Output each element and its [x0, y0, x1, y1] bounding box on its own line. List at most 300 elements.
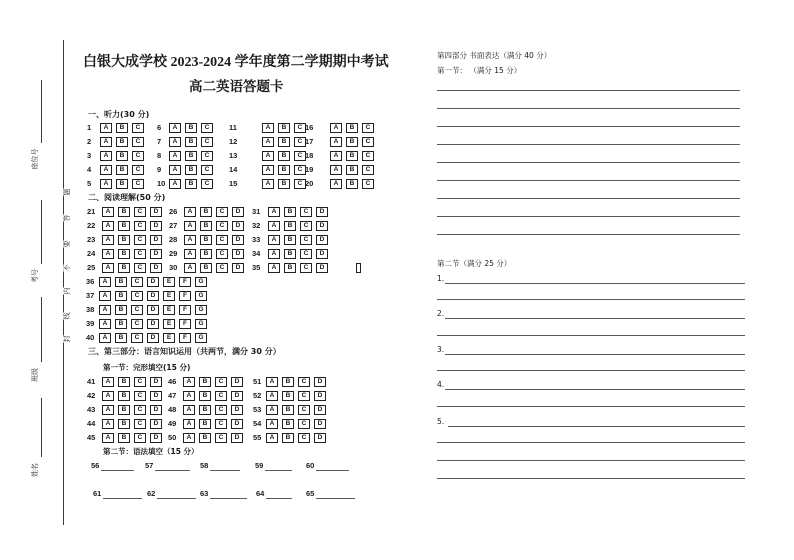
answer-option-box: D: [150, 221, 162, 231]
question-number: 10: [157, 179, 166, 188]
question-number: 50: [168, 433, 177, 442]
answer-option-box: D: [231, 419, 243, 429]
answer-option-box: B: [346, 151, 358, 161]
answer-option-box: D: [150, 207, 162, 217]
question-number: 53: [253, 405, 262, 414]
exam-number-write-line: [41, 200, 42, 264]
answer-option-box: C: [201, 151, 213, 161]
question-number: 22: [87, 221, 96, 230]
seal-line-char: 内: [63, 287, 71, 295]
answer-option-box: B: [200, 207, 212, 217]
answer-option-box: B: [185, 179, 197, 189]
question-number: 27: [169, 221, 178, 230]
answer-option-box: A: [183, 433, 195, 443]
blank-number: 63: [200, 489, 209, 498]
answer-option-box: C: [134, 391, 146, 401]
question-number: 55: [253, 433, 262, 442]
answer-option-box: D: [147, 333, 159, 343]
answer-option-box: A: [169, 151, 181, 161]
answer-option-box: C: [362, 151, 374, 161]
answer-option-box: G: [195, 291, 207, 301]
answer-option-box: C: [215, 405, 227, 415]
answer-option-box: B: [199, 433, 211, 443]
answer-option-box: B: [200, 235, 212, 245]
writing-line: [437, 144, 740, 145]
answer-option-box: C: [132, 165, 144, 175]
answer-option-box: B: [278, 165, 290, 175]
answer-option-box: C: [131, 305, 143, 315]
answer-option-box: B: [200, 249, 212, 259]
answer-option-box: A: [184, 249, 196, 259]
answer-option-box: A: [266, 405, 278, 415]
question-number: 36: [86, 277, 95, 286]
answer-option-box: C: [298, 405, 310, 415]
name-write-line: [41, 398, 42, 457]
answer-option-box: C: [201, 165, 213, 175]
answer-option-box: B: [278, 123, 290, 133]
writing-line: [437, 126, 740, 127]
blank-marker-box: [356, 263, 361, 273]
question-number: 41: [87, 377, 96, 386]
answer-option-box: A: [330, 179, 342, 189]
answer-option-box: D: [150, 263, 162, 273]
answer-option-box: F: [179, 319, 191, 329]
answer-option-box: F: [179, 333, 191, 343]
answer-option-box: B: [284, 249, 296, 259]
grammar-heading: 第二节：语法填空（15 分）: [103, 447, 199, 456]
answer-option-box: C: [362, 165, 374, 175]
writing-line: [445, 354, 745, 355]
answer-option-box: C: [362, 123, 374, 133]
answer-option-box: D: [232, 207, 244, 217]
exam-title: 白银大成学校 2023-2024 学年度第二学期期中考试: [83, 55, 389, 70]
answer-option-box: D: [232, 221, 244, 231]
question-number: 35: [252, 263, 261, 272]
answer-option-box: A: [102, 207, 114, 217]
writing-part1-heading: 第一节： （满分 15 分）: [437, 66, 522, 75]
seat-number-write-line: [41, 80, 42, 143]
answer-option-box: C: [216, 235, 228, 245]
question-number: 9: [157, 165, 162, 174]
answer-option-box: G: [195, 305, 207, 315]
item-number: 5.: [437, 417, 445, 426]
seal-line-char: 答: [63, 214, 71, 222]
question-number: 28: [169, 235, 178, 244]
answer-option-box: B: [282, 391, 294, 401]
answer-option-box: C: [294, 137, 306, 147]
answer-option-box: A: [169, 123, 181, 133]
answer-option-box: A: [266, 433, 278, 443]
answer-option-box: C: [131, 333, 143, 343]
answer-option-box: E: [163, 291, 175, 301]
answer-option-box: G: [195, 333, 207, 343]
answer-option-box: A: [99, 305, 111, 315]
blank-number: 60: [306, 461, 315, 470]
answer-option-box: C: [134, 249, 146, 259]
answer-option-box: B: [282, 419, 294, 429]
answer-option-box: A: [330, 123, 342, 133]
answer-option-box: B: [118, 405, 130, 415]
answer-option-box: A: [100, 123, 112, 133]
answer-option-box: C: [216, 221, 228, 231]
answer-option-box: C: [362, 137, 374, 147]
answer-option-box: C: [294, 151, 306, 161]
answer-blank-line: [155, 470, 190, 471]
answer-option-box: C: [132, 137, 144, 147]
answer-option-box: A: [262, 151, 274, 161]
question-number: 25: [87, 263, 96, 272]
item-number: 1.: [437, 274, 445, 283]
answer-option-box: A: [262, 123, 274, 133]
answer-option-box: D: [316, 207, 328, 217]
answer-option-box: D: [314, 391, 326, 401]
question-number: 18: [305, 151, 314, 160]
question-number: 29: [169, 249, 178, 258]
blank-number: 59: [255, 461, 264, 470]
answer-option-box: B: [346, 179, 358, 189]
reading-heading: 二、阅读理解(50 分): [88, 193, 166, 202]
answer-option-box: D: [150, 419, 162, 429]
writing-line: [437, 234, 740, 235]
answer-option-box: A: [102, 221, 114, 231]
blank-number: 61: [93, 489, 102, 498]
answer-option-box: C: [134, 221, 146, 231]
blank-number: 65: [306, 489, 315, 498]
answer-option-box: A: [169, 165, 181, 175]
writing-line: [437, 460, 745, 461]
answer-option-box: A: [102, 433, 114, 443]
question-number: 20: [305, 179, 314, 188]
answer-option-box: D: [231, 405, 243, 415]
answer-option-box: B: [282, 433, 294, 443]
answer-option-box: C: [362, 179, 374, 189]
answer-option-box: D: [232, 235, 244, 245]
question-number: 11: [229, 123, 237, 132]
language-heading: 三、第三部分：语言知识运用（共两节，满分 30 分）: [88, 347, 281, 356]
answer-option-box: B: [116, 165, 128, 175]
answer-option-box: D: [232, 263, 244, 273]
writing-line: [437, 406, 745, 407]
blank-number: 56: [91, 461, 100, 470]
answer-option-box: A: [99, 277, 111, 287]
answer-option-box: B: [200, 221, 212, 231]
question-number: 43: [87, 405, 96, 414]
answer-option-box: D: [314, 405, 326, 415]
item-number: 3.: [437, 345, 445, 354]
answer-option-box: B: [185, 151, 197, 161]
answer-option-box: C: [300, 235, 312, 245]
answer-option-box: F: [179, 277, 191, 287]
question-number: 33: [252, 235, 261, 244]
exam-number-label: 考号: [31, 269, 39, 283]
class-label: 班级: [31, 368, 39, 382]
question-number: 48: [168, 405, 177, 414]
seal-line-char: 要: [63, 240, 71, 248]
answer-option-box: C: [132, 123, 144, 133]
seal-line-char: 题: [63, 188, 71, 196]
answer-option-box: B: [118, 419, 130, 429]
answer-option-box: C: [216, 207, 228, 217]
writing-line: [437, 216, 740, 217]
answer-option-box: B: [284, 263, 296, 273]
answer-option-box: C: [201, 123, 213, 133]
answer-option-box: C: [134, 263, 146, 273]
writing-line: [437, 198, 740, 199]
question-number: 12: [229, 137, 238, 146]
question-number: 24: [87, 249, 96, 258]
item-number: 4.: [437, 380, 445, 389]
question-number: 40: [86, 333, 95, 342]
answer-option-box: G: [195, 277, 207, 287]
answer-sheet-title: 高二英语答题卡: [189, 79, 284, 94]
answer-option-box: B: [346, 123, 358, 133]
answer-option-box: D: [147, 305, 159, 315]
answer-option-box: A: [102, 391, 114, 401]
answer-option-box: B: [199, 405, 211, 415]
answer-option-box: A: [184, 221, 196, 231]
seal-line-char: 封: [63, 335, 71, 343]
answer-option-box: A: [183, 419, 195, 429]
answer-option-box: C: [215, 391, 227, 401]
answer-option-box: D: [316, 263, 328, 273]
seat-number-label: 座位号: [31, 148, 39, 170]
question-number: 5: [87, 179, 92, 188]
question-number: 44: [87, 419, 96, 428]
blank-number: 62: [147, 489, 156, 498]
answer-option-box: A: [330, 165, 342, 175]
answer-option-box: D: [150, 377, 162, 387]
answer-option-box: A: [266, 377, 278, 387]
answer-option-box: D: [150, 249, 162, 259]
answer-option-box: B: [115, 291, 127, 301]
question-number: 13: [229, 151, 238, 160]
answer-option-box: B: [118, 263, 130, 273]
answer-blank-line: [210, 470, 240, 471]
answer-option-box: B: [199, 377, 211, 387]
class-write-line: [41, 297, 42, 362]
answer-option-box: C: [134, 405, 146, 415]
answer-option-box: D: [231, 391, 243, 401]
question-number: 8: [157, 151, 162, 160]
answer-option-box: B: [199, 391, 211, 401]
writing-line: [445, 283, 745, 284]
answer-option-box: B: [118, 377, 130, 387]
answer-option-box: C: [131, 291, 143, 301]
question-number: 42: [87, 391, 96, 400]
question-number: 3: [87, 151, 92, 160]
question-number: 46: [168, 377, 177, 386]
answer-option-box: A: [268, 249, 280, 259]
answer-blank-line: [265, 470, 292, 471]
blank-number: 64: [256, 489, 265, 498]
answer-option-box: A: [102, 249, 114, 259]
question-number: 51: [253, 377, 262, 386]
answer-option-box: A: [99, 333, 111, 343]
writing-line: [448, 426, 745, 427]
question-number: 38: [86, 305, 95, 314]
answer-option-box: B: [282, 405, 294, 415]
answer-option-box: C: [298, 377, 310, 387]
question-number: 7: [157, 137, 162, 146]
question-number: 30: [169, 263, 178, 272]
answer-option-box: B: [115, 277, 127, 287]
answer-blank-line: [316, 498, 355, 499]
answer-option-box: A: [100, 151, 112, 161]
answer-option-box: A: [183, 405, 195, 415]
answer-option-box: A: [268, 263, 280, 273]
answer-option-box: C: [132, 179, 144, 189]
answer-option-box: F: [179, 305, 191, 315]
answer-option-box: D: [150, 433, 162, 443]
question-number: 1: [87, 123, 92, 132]
answer-option-box: C: [298, 433, 310, 443]
answer-blank-line: [210, 498, 247, 499]
answer-option-box: A: [184, 207, 196, 217]
answer-option-box: A: [99, 291, 111, 301]
question-number: 47: [168, 391, 177, 400]
answer-option-box: D: [232, 249, 244, 259]
question-number: 39: [86, 319, 95, 328]
answer-option-box: D: [150, 391, 162, 401]
answer-option-box: C: [215, 419, 227, 429]
answer-option-box: B: [346, 137, 358, 147]
answer-option-box: A: [102, 419, 114, 429]
answer-option-box: A: [169, 137, 181, 147]
blank-number: 58: [200, 461, 209, 470]
answer-option-box: C: [134, 235, 146, 245]
answer-option-box: B: [282, 377, 294, 387]
answer-option-box: D: [150, 235, 162, 245]
answer-option-box: D: [316, 249, 328, 259]
question-number: 19: [305, 165, 314, 174]
answer-option-box: B: [284, 235, 296, 245]
answer-option-box: C: [134, 207, 146, 217]
answer-option-box: A: [183, 377, 195, 387]
answer-option-box: A: [100, 179, 112, 189]
answer-option-box: C: [294, 179, 306, 189]
answer-option-box: B: [116, 179, 128, 189]
answer-option-box: C: [215, 433, 227, 443]
question-number: 17: [305, 137, 314, 146]
answer-option-box: B: [116, 151, 128, 161]
answer-option-box: C: [132, 151, 144, 161]
question-number: 54: [253, 419, 262, 428]
answer-option-box: E: [163, 305, 175, 315]
writing-line: [437, 90, 740, 91]
answer-option-box: C: [134, 433, 146, 443]
question-number: 14: [229, 165, 238, 174]
answer-option-box: C: [131, 277, 143, 287]
answer-option-box: D: [147, 291, 159, 301]
answer-option-box: C: [300, 249, 312, 259]
answer-option-box: C: [300, 207, 312, 217]
writing-line: [437, 370, 745, 371]
answer-option-box: F: [179, 291, 191, 301]
answer-option-box: G: [195, 319, 207, 329]
writing-heading: 第四部分 书面表达（满分 40 分）: [437, 51, 552, 60]
writing-line: [437, 162, 740, 163]
answer-option-box: E: [163, 277, 175, 287]
answer-option-box: B: [278, 137, 290, 147]
answer-option-box: B: [278, 179, 290, 189]
answer-option-box: C: [134, 377, 146, 387]
answer-option-box: C: [216, 263, 228, 273]
answer-option-box: D: [316, 235, 328, 245]
answer-option-box: A: [268, 235, 280, 245]
answer-option-box: C: [216, 249, 228, 259]
answer-option-box: A: [330, 151, 342, 161]
seal-line-char: 不: [63, 264, 71, 272]
answer-blank-line: [157, 498, 196, 499]
cloze-heading: 第一节：完形填空(15 分): [103, 363, 191, 372]
answer-option-box: B: [118, 221, 130, 231]
writing-line: [437, 299, 745, 300]
answer-option-box: C: [294, 165, 306, 175]
binding-line: [63, 40, 64, 525]
answer-option-box: C: [298, 419, 310, 429]
question-number: 34: [252, 249, 261, 258]
question-number: 16: [305, 123, 314, 132]
answer-option-box: D: [314, 419, 326, 429]
answer-option-box: B: [199, 419, 211, 429]
answer-blank-line: [266, 498, 292, 499]
answer-blank-line: [316, 470, 349, 471]
answer-blank-line: [103, 498, 142, 499]
answer-option-box: D: [231, 433, 243, 443]
answer-option-box: A: [100, 137, 112, 147]
answer-option-box: B: [116, 137, 128, 147]
question-number: 49: [168, 419, 177, 428]
answer-option-box: C: [215, 377, 227, 387]
answer-option-box: B: [115, 319, 127, 329]
answer-option-box: B: [185, 123, 197, 133]
answer-option-box: A: [262, 165, 274, 175]
answer-option-box: B: [118, 207, 130, 217]
writing-line: [437, 478, 745, 479]
writing-line: [437, 335, 745, 336]
blank-number: 57: [145, 461, 154, 470]
writing-line: [445, 318, 745, 319]
question-number: 26: [169, 207, 178, 216]
answer-option-box: A: [266, 391, 278, 401]
answer-option-box: A: [262, 179, 274, 189]
answer-blank-line: [101, 470, 134, 471]
answer-option-box: B: [200, 263, 212, 273]
question-number: 6: [157, 123, 162, 132]
answer-option-box: A: [102, 235, 114, 245]
writing-part2-heading: 第二节（满分 25 分）: [437, 259, 512, 268]
answer-option-box: B: [284, 221, 296, 231]
answer-option-box: A: [268, 221, 280, 231]
answer-option-box: A: [100, 165, 112, 175]
answer-option-box: D: [314, 433, 326, 443]
writing-line: [445, 389, 745, 390]
answer-option-box: B: [116, 123, 128, 133]
item-number: 2.: [437, 309, 445, 318]
writing-line: [437, 180, 740, 181]
question-number: 15: [229, 179, 238, 188]
answer-option-box: E: [163, 333, 175, 343]
answer-option-box: A: [262, 137, 274, 147]
answer-option-box: B: [115, 305, 127, 315]
seal-line-char: 线: [63, 312, 71, 320]
answer-option-box: B: [118, 249, 130, 259]
question-number: 37: [86, 291, 95, 300]
answer-option-box: D: [314, 377, 326, 387]
question-number: 45: [87, 433, 96, 442]
question-number: 21: [87, 207, 96, 216]
writing-line: [437, 108, 740, 109]
